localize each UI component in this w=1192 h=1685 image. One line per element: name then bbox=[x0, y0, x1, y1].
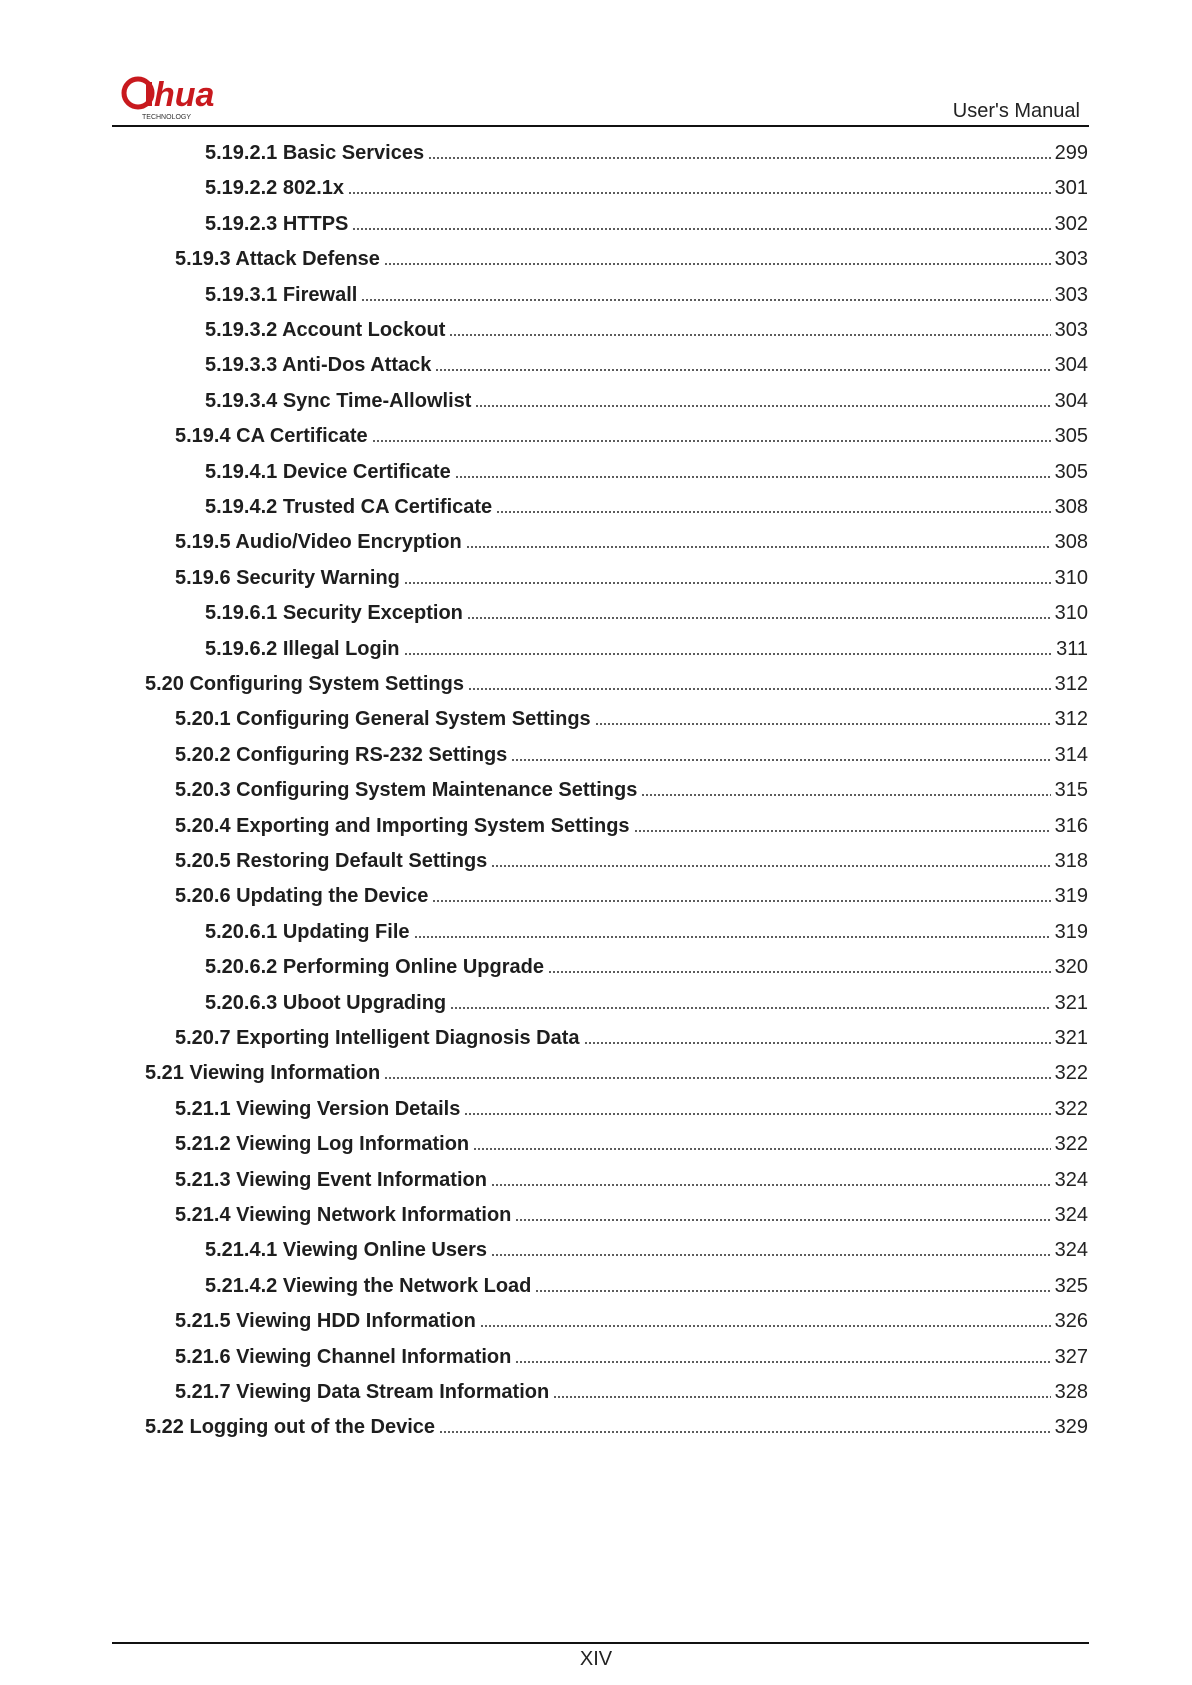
toc-entry-title: 5.20.6 Updating the Device bbox=[175, 885, 429, 908]
toc-entry-title: 5.19.2.1 Basic Services bbox=[205, 142, 425, 164]
toc-entry-page: 326 bbox=[1054, 1310, 1088, 1333]
toc-entry-title: 5.20 Configuring System Settings bbox=[145, 673, 464, 695]
toc-entry-title: 5.21.7 Viewing Data Stream Information bbox=[175, 1381, 550, 1403]
toc-entry[interactable] bbox=[175, 524, 1088, 554]
toc-dot-leader bbox=[548, 971, 1051, 973]
toc-entry-title: 5.20.6.1 Updating File bbox=[205, 920, 410, 943]
toc-dot-leader bbox=[414, 936, 1051, 938]
toc-dot-leader bbox=[480, 1325, 1051, 1327]
toc-entry-title: 5.20.5 Restoring Default Settings bbox=[175, 850, 488, 872]
toc-entry[interactable] bbox=[145, 1409, 1088, 1439]
toc-dot-leader bbox=[361, 299, 1050, 301]
toc-entry[interactable] bbox=[205, 595, 1088, 625]
toc-dot-leader bbox=[468, 688, 1051, 690]
toc-dot-leader bbox=[372, 440, 1051, 442]
toc-entry[interactable] bbox=[205, 206, 1088, 236]
toc-entry-page: 319 bbox=[1054, 920, 1088, 943]
toc-entry-title: 5.20.6.2 Performing Online Upgrade bbox=[205, 956, 544, 979]
toc-dot-leader bbox=[404, 653, 1053, 655]
toc-entry-page: 299 bbox=[1054, 142, 1088, 164]
toc-entry[interactable] bbox=[175, 1197, 1088, 1227]
toc-dot-leader bbox=[595, 723, 1051, 725]
toc-dot-leader bbox=[435, 369, 1050, 371]
toc-entry-page: 310 bbox=[1054, 602, 1088, 625]
toc-entry-page: 322 bbox=[1054, 1097, 1088, 1120]
toc-entry-title: 5.20.1 Configuring General System Settings bbox=[175, 708, 591, 731]
toc-entry[interactable] bbox=[205, 454, 1088, 484]
toc-entry[interactable] bbox=[175, 1091, 1088, 1121]
toc-dot-leader bbox=[467, 617, 1051, 619]
toc-entry-page: 304 bbox=[1054, 389, 1088, 412]
toc-entry-page: 303 bbox=[1054, 248, 1088, 271]
toc-entry[interactable] bbox=[205, 1232, 1088, 1262]
toc-entry-page: 310 bbox=[1054, 566, 1088, 589]
toc-entry-title: 5.19.6.2 Illegal Login bbox=[205, 637, 400, 660]
toc-entry[interactable] bbox=[175, 1020, 1088, 1050]
toc-entry[interactable] bbox=[175, 737, 1088, 767]
toc-entry[interactable] bbox=[205, 170, 1088, 200]
toc-entry[interactable] bbox=[175, 1339, 1088, 1369]
svg-text:TECHNOLOGY: TECHNOLOGY bbox=[142, 114, 192, 121]
toc-dot-leader bbox=[348, 192, 1051, 194]
toc-dot-leader bbox=[432, 900, 1050, 902]
toc-entry[interactable] bbox=[205, 312, 1088, 342]
toc-entry-page: 315 bbox=[1054, 779, 1088, 802]
toc-dot-leader bbox=[515, 1361, 1050, 1363]
toc-dot-leader bbox=[428, 157, 1051, 159]
toc-entry-page: 316 bbox=[1054, 814, 1088, 837]
toc-entry-title: 5.19.6.1 Security Exception bbox=[205, 602, 463, 625]
toc-entry-page: 308 bbox=[1054, 531, 1088, 554]
toc-entry[interactable] bbox=[145, 1055, 1088, 1085]
toc-entry[interactable] bbox=[175, 560, 1088, 590]
toc-entry-page: 322 bbox=[1054, 1133, 1088, 1156]
toc-entry-title: 5.19.2.2 802.1x bbox=[205, 177, 345, 200]
toc-entry-page: 308 bbox=[1054, 496, 1088, 518]
toc-entry-title: 5.19.3.4 Sync Time-Allowlist bbox=[205, 389, 472, 412]
toc-dot-leader bbox=[553, 1396, 1050, 1398]
toc-entry[interactable] bbox=[205, 135, 1088, 165]
toc-entry[interactable] bbox=[145, 666, 1088, 696]
toc-entry[interactable] bbox=[205, 347, 1088, 377]
toc-entry-title: 5.19.3.2 Account Lockout bbox=[205, 319, 446, 341]
toc-entry-page: 321 bbox=[1054, 1027, 1088, 1049]
toc-dot-leader bbox=[464, 1113, 1050, 1115]
toc-entry-page: 327 bbox=[1054, 1345, 1088, 1368]
toc-entry[interactable] bbox=[175, 808, 1088, 838]
toc-entry-page: 321 bbox=[1054, 991, 1088, 1014]
toc-entry-page: 305 bbox=[1054, 425, 1088, 448]
toc-dot-leader bbox=[404, 582, 1051, 584]
toc-entry[interactable] bbox=[205, 985, 1088, 1015]
toc-entry-page: 311 bbox=[1056, 637, 1088, 660]
dahua-logo bbox=[120, 70, 260, 130]
toc-entry-page: 303 bbox=[1054, 319, 1088, 341]
toc-entry-page: 328 bbox=[1054, 1381, 1088, 1403]
toc-entry-page: 324 bbox=[1054, 1168, 1088, 1191]
toc-dot-leader bbox=[491, 865, 1050, 867]
toc-entry[interactable] bbox=[205, 383, 1088, 413]
toc-entry-page: 312 bbox=[1054, 673, 1088, 695]
toc-entry-title: 5.19.3.1 Firewall bbox=[205, 283, 358, 306]
toc-entry[interactable] bbox=[175, 1374, 1088, 1404]
toc-entry-page: 322 bbox=[1054, 1062, 1088, 1085]
toc-entry-title: 5.19.3.3 Anti-Dos Attack bbox=[205, 354, 432, 377]
toc-entry-title: 5.20.7 Exporting Intelligent Diagnosis Data bbox=[175, 1027, 580, 1049]
toc-dot-leader bbox=[384, 263, 1051, 265]
toc-entry-title: 5.21.3 Viewing Event Information bbox=[175, 1168, 487, 1191]
toc-dot-leader bbox=[634, 830, 1051, 832]
toc-entry-title: 5.19.2.3 HTTPS bbox=[205, 212, 349, 235]
toc-entry[interactable] bbox=[175, 1126, 1088, 1156]
toc-dot-leader bbox=[475, 405, 1050, 407]
toc-dot-leader bbox=[450, 1007, 1050, 1009]
toc-entry-title: 5.21.4 Viewing Network Information bbox=[175, 1204, 512, 1226]
toc-dot-leader bbox=[511, 759, 1050, 761]
toc-entry-title: 5.21.1 Viewing Version Details bbox=[175, 1097, 461, 1120]
toc-entry[interactable] bbox=[205, 631, 1088, 661]
toc-entry-title: 5.20.4 Exporting and Importing System Settings bbox=[175, 814, 630, 837]
toc-entry[interactable] bbox=[205, 1268, 1088, 1298]
toc-entry-page: 303 bbox=[1054, 283, 1088, 306]
toc-entry-title: 5.20.3 Configuring System Maintenance Settings bbox=[175, 779, 638, 802]
toc-dot-leader bbox=[491, 1254, 1051, 1256]
toc-entry-page: 318 bbox=[1054, 850, 1088, 872]
toc-entry-title: 5.22 Logging out of the Device bbox=[145, 1416, 436, 1439]
toc-entry-page: 324 bbox=[1054, 1239, 1088, 1262]
toc-dot-leader bbox=[496, 511, 1050, 513]
toc-entry[interactable] bbox=[175, 1162, 1088, 1192]
toc-entry[interactable] bbox=[205, 914, 1088, 944]
toc-entry-page: 301 bbox=[1054, 177, 1088, 200]
toc-entry[interactable] bbox=[175, 241, 1088, 271]
toc-entry-page: 325 bbox=[1054, 1274, 1088, 1297]
page-number: XIV bbox=[579, 1648, 613, 1670]
toc-entry[interactable] bbox=[205, 277, 1088, 307]
toc-dot-leader bbox=[466, 546, 1051, 548]
toc-entry-page: 319 bbox=[1054, 885, 1088, 908]
header-divider bbox=[112, 125, 1089, 127]
toc-entry-title: 5.21.5 Viewing HDD Information bbox=[175, 1310, 476, 1333]
toc-dot-leader bbox=[384, 1077, 1050, 1079]
toc-entry-title: 5.21.4.2 Viewing the Network Load bbox=[205, 1274, 532, 1297]
toc-entry-page: 329 bbox=[1054, 1416, 1088, 1439]
toc-dot-leader bbox=[535, 1290, 1050, 1292]
toc-entry[interactable] bbox=[175, 843, 1088, 873]
toc-entry-title: 5.21 Viewing Information bbox=[145, 1062, 381, 1085]
toc-entry-title: 5.19.4 CA Certificate bbox=[175, 425, 368, 448]
toc-entry[interactable] bbox=[175, 878, 1088, 908]
toc-entry[interactable] bbox=[175, 701, 1088, 731]
document-header-title: User's Manual bbox=[952, 100, 1080, 122]
toc-entry-title: 5.21.4.1 Viewing Online Users bbox=[205, 1239, 487, 1262]
toc-dot-leader bbox=[473, 1148, 1051, 1150]
toc-dot-leader bbox=[439, 1431, 1051, 1433]
svg-text:hua: hua bbox=[154, 76, 215, 114]
toc-entry-page: 312 bbox=[1054, 708, 1088, 731]
toc-entry-title: 5.21.6 Viewing Channel Information bbox=[175, 1345, 512, 1368]
toc-entry-page: 305 bbox=[1054, 460, 1088, 483]
toc-entry-page: 320 bbox=[1054, 956, 1088, 979]
toc-dot-leader bbox=[641, 794, 1050, 796]
toc-dot-leader bbox=[449, 334, 1050, 336]
toc-entry-title: 5.20.2 Configuring RS-232 Settings bbox=[175, 743, 508, 766]
toc-entry-title: 5.19.6 Security Warning bbox=[175, 566, 400, 589]
toc-entry-title: 5.19.3 Attack Defense bbox=[175, 248, 380, 271]
toc-entry[interactable] bbox=[175, 1303, 1088, 1333]
toc-entry-page: 304 bbox=[1054, 354, 1088, 377]
toc-entry[interactable] bbox=[205, 949, 1088, 979]
toc-entry[interactable] bbox=[175, 418, 1088, 448]
toc-dot-leader bbox=[515, 1219, 1050, 1221]
toc-entry-page: 314 bbox=[1054, 743, 1088, 766]
toc-entry-page: 324 bbox=[1054, 1204, 1088, 1226]
toc-entry-title: 5.19.4.1 Device Certificate bbox=[205, 460, 451, 483]
toc-dot-leader bbox=[455, 476, 1051, 478]
toc-dot-leader bbox=[352, 228, 1050, 230]
toc-dot-leader bbox=[584, 1042, 1051, 1044]
toc-entry[interactable] bbox=[205, 489, 1088, 519]
toc-entry-page: 302 bbox=[1054, 212, 1088, 235]
toc-entry-title: 5.21.2 Viewing Log Information bbox=[175, 1133, 470, 1156]
toc-dot-leader bbox=[491, 1184, 1051, 1186]
toc-entry[interactable] bbox=[175, 772, 1088, 802]
toc-entry-title: 5.19.5 Audio/Video Encryption bbox=[175, 531, 462, 554]
toc-entry-title: 5.19.4.2 Trusted CA Certificate bbox=[205, 496, 493, 518]
toc-entry-title: 5.20.6.3 Uboot Upgrading bbox=[205, 991, 447, 1014]
footer-divider bbox=[112, 1642, 1089, 1644]
